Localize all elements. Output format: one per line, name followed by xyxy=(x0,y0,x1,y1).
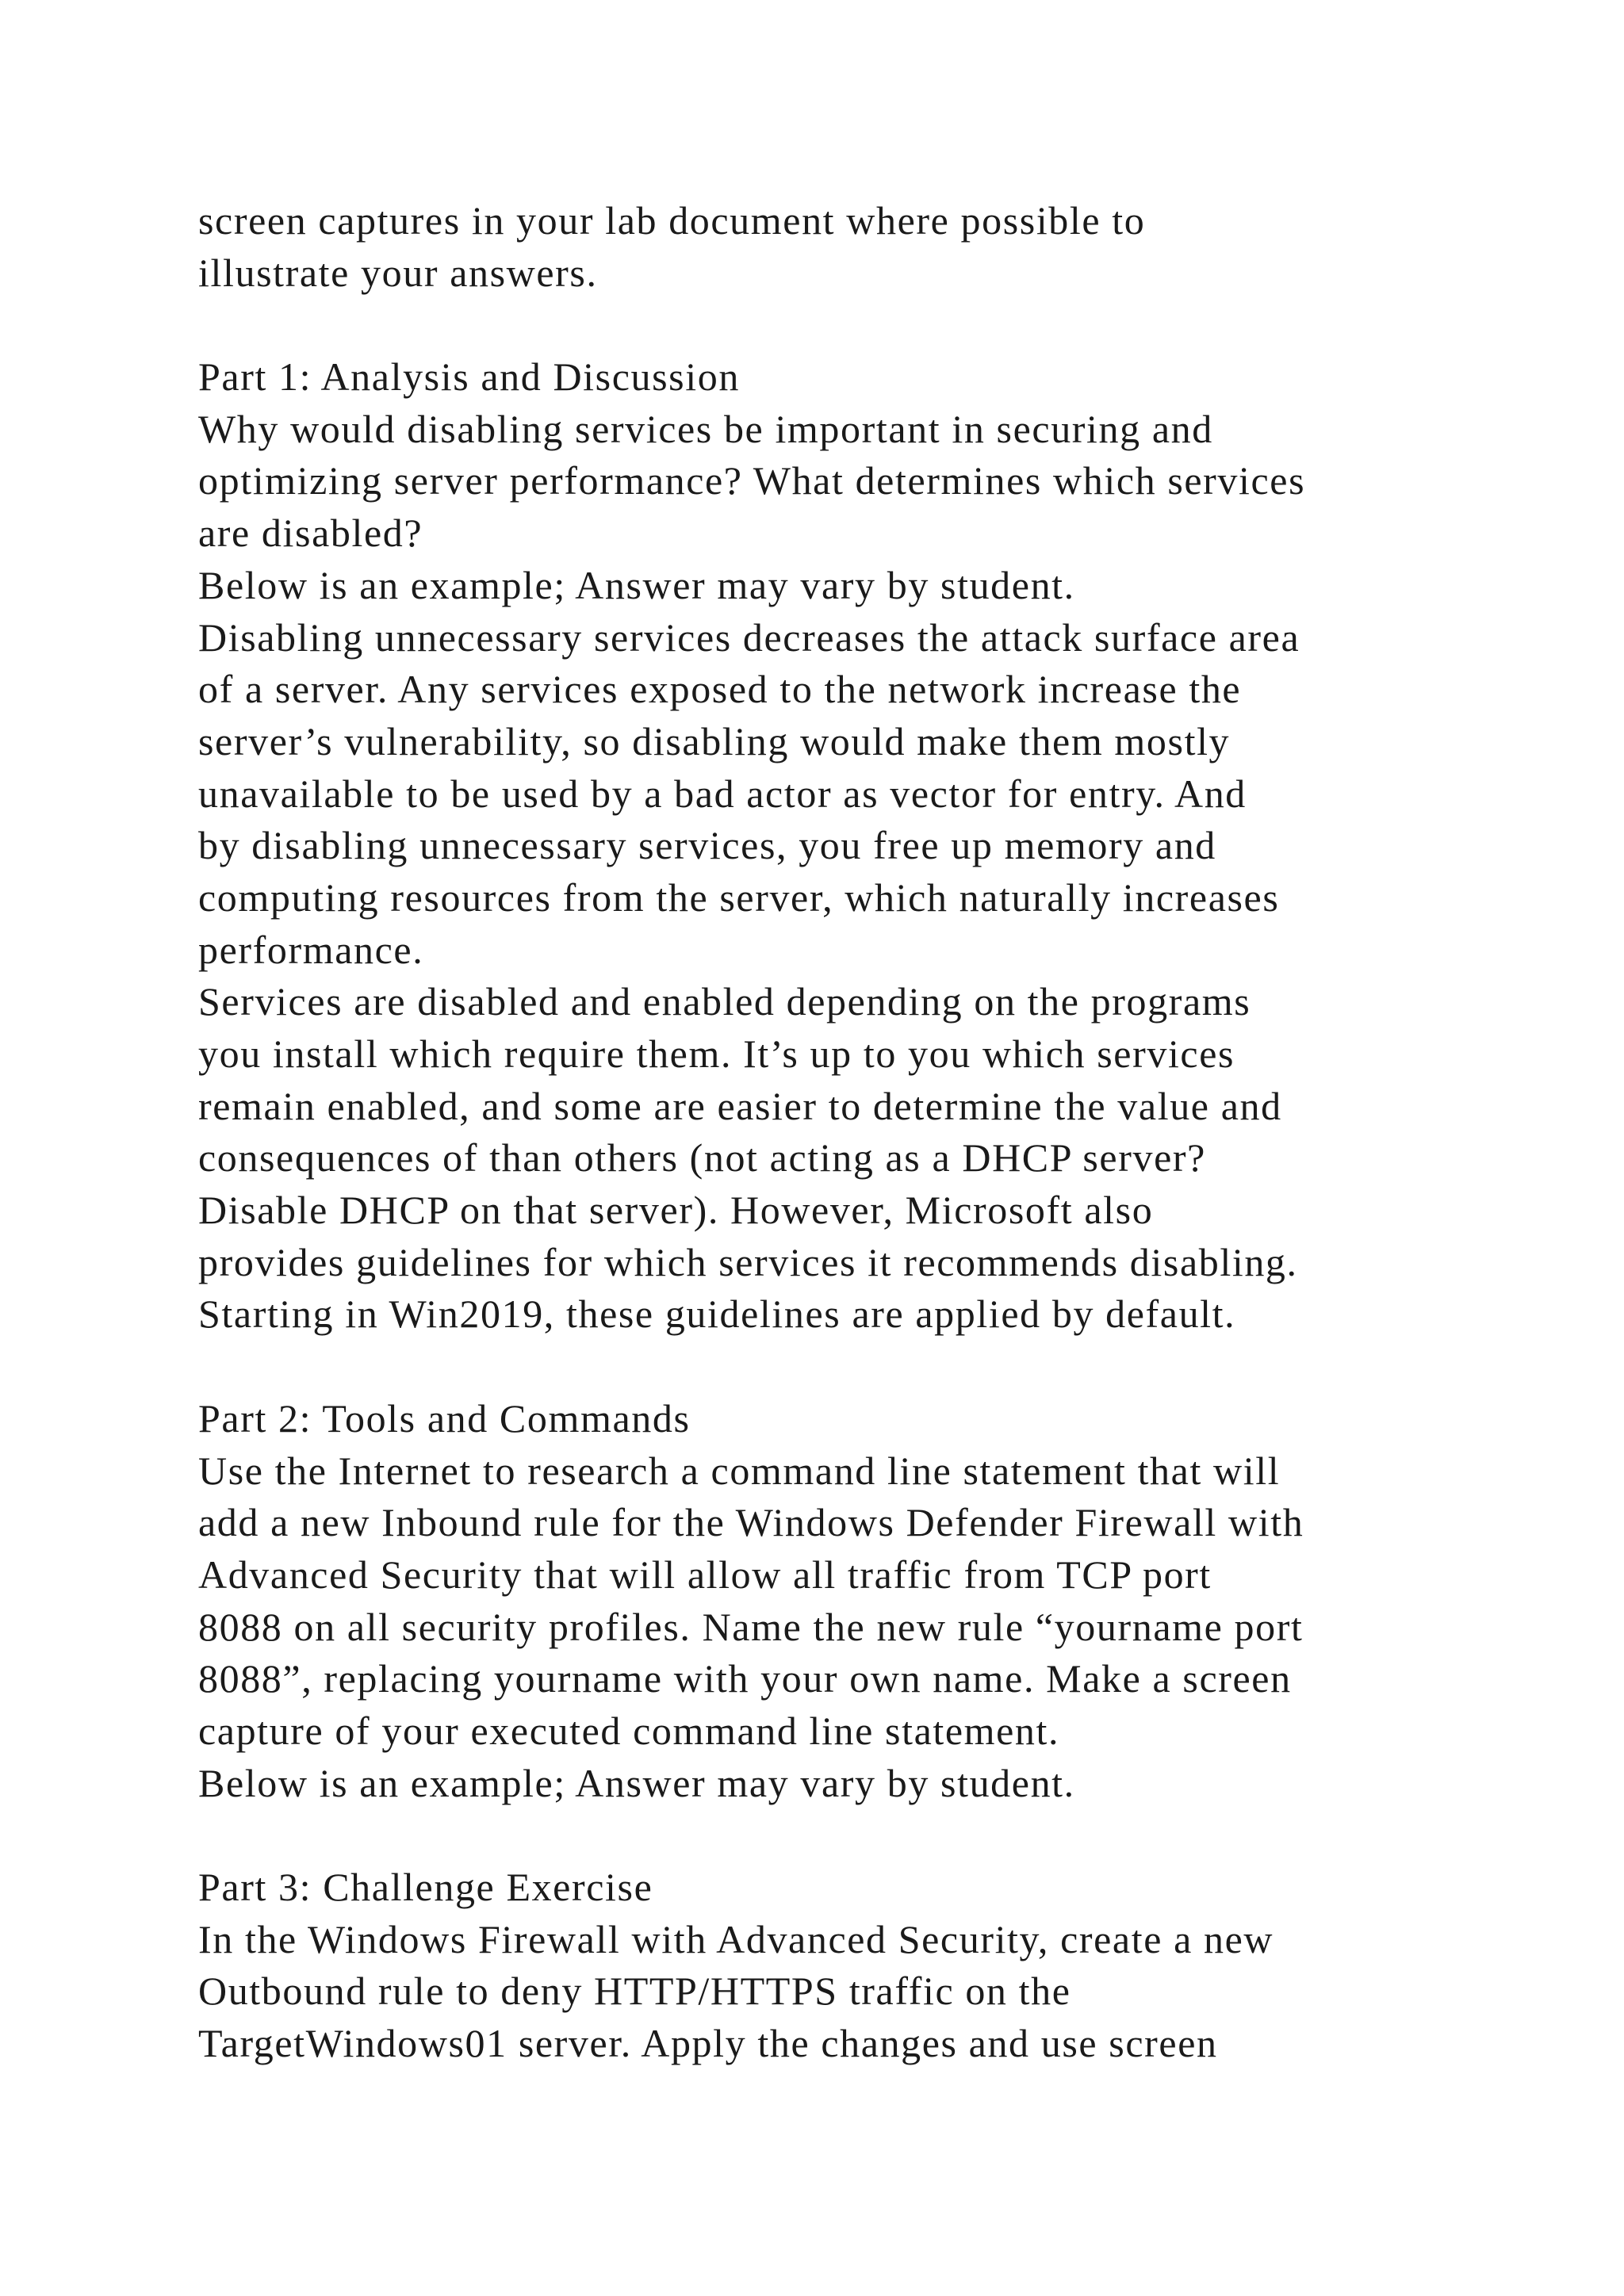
text-line: optimizing server performance? What determines which services xyxy=(198,458,1306,503)
blank-line xyxy=(198,299,1546,351)
text-line: consequences of than others (not acting as a DHCP server? xyxy=(198,1135,1206,1181)
text-line: are disabled? xyxy=(198,511,423,556)
text-line: Advanced Security that will allow all traffic from TCP port xyxy=(198,1552,1212,1597)
text-line: 8088”, replacing yourname with your own name. Make a screen xyxy=(198,1656,1292,1701)
blank-line xyxy=(198,1809,1546,1862)
section-heading-part-1: Part 1: Analysis and Discussion xyxy=(198,354,740,400)
document-body xyxy=(198,195,1546,2070)
text-line: remain enabled, and some are easier to determine the value and xyxy=(198,1083,1282,1128)
text-line: illustrate your answers. xyxy=(198,250,598,295)
text-line: add a new Inbound rule for the Windows Defender Firewall with xyxy=(198,1500,1304,1545)
text-line: unavailable to be used by a bad actor as vector for entry. And xyxy=(198,771,1247,816)
text-line: of a server. Any services exposed to the network increase the xyxy=(198,667,1242,712)
text-line: 8088 on all security profiles. Name the new rule “yourname port xyxy=(198,1604,1304,1649)
text-line: screen captures in your lab document where possible to xyxy=(198,198,1146,243)
text-line: In the Windows Firewall with Advanced Security, create a new xyxy=(198,1916,1274,1961)
text-line: capture of your executed command line statement. xyxy=(198,1708,1060,1753)
text-line: Why would disabling services be important in securing and xyxy=(198,406,1213,451)
text-line: Starting in Win2019, these guidelines are applied by default. xyxy=(198,1292,1236,1337)
text-line: TargetWindows01 server. Apply the changes and use screen xyxy=(198,2021,1218,2066)
text-line: Disable DHCP on that server). However, Microsoft also xyxy=(198,1188,1154,1233)
text-line: provides guidelines for which services it recommends disabling. xyxy=(198,1239,1298,1284)
text-line: Use the Internet to research a command line statement that will xyxy=(198,1448,1281,1493)
text-line: by disabling unnecessary services, you free up memory and xyxy=(198,823,1216,868)
section-heading-part-2: Part 2: Tools and Commands xyxy=(198,1395,691,1441)
text-line: Services are disabled and enabled depending on the programs xyxy=(198,979,1251,1024)
text-line: server’s vulnerability, so disabling would make them mostly xyxy=(198,718,1231,763)
section-heading-part-3: Part 3: Challenge Exercise xyxy=(198,1865,653,1909)
text-line: you install which require them. It’s up to you which services xyxy=(198,1031,1235,1076)
blank-line xyxy=(198,1341,1546,1393)
text-line: Below is an example; Answer may vary by student. xyxy=(198,1760,1075,1805)
text-line: Below is an example; Answer may vary by student. xyxy=(198,562,1075,607)
text-line: computing resources from the server, which naturally increases xyxy=(198,874,1280,920)
text-line: Outbound rule to deny HTTP/HTTPS traffic on the xyxy=(198,1969,1071,2014)
text-line: Disabling unnecessary services decreases the attack surface area xyxy=(198,614,1300,660)
text-line: performance. xyxy=(198,927,424,972)
